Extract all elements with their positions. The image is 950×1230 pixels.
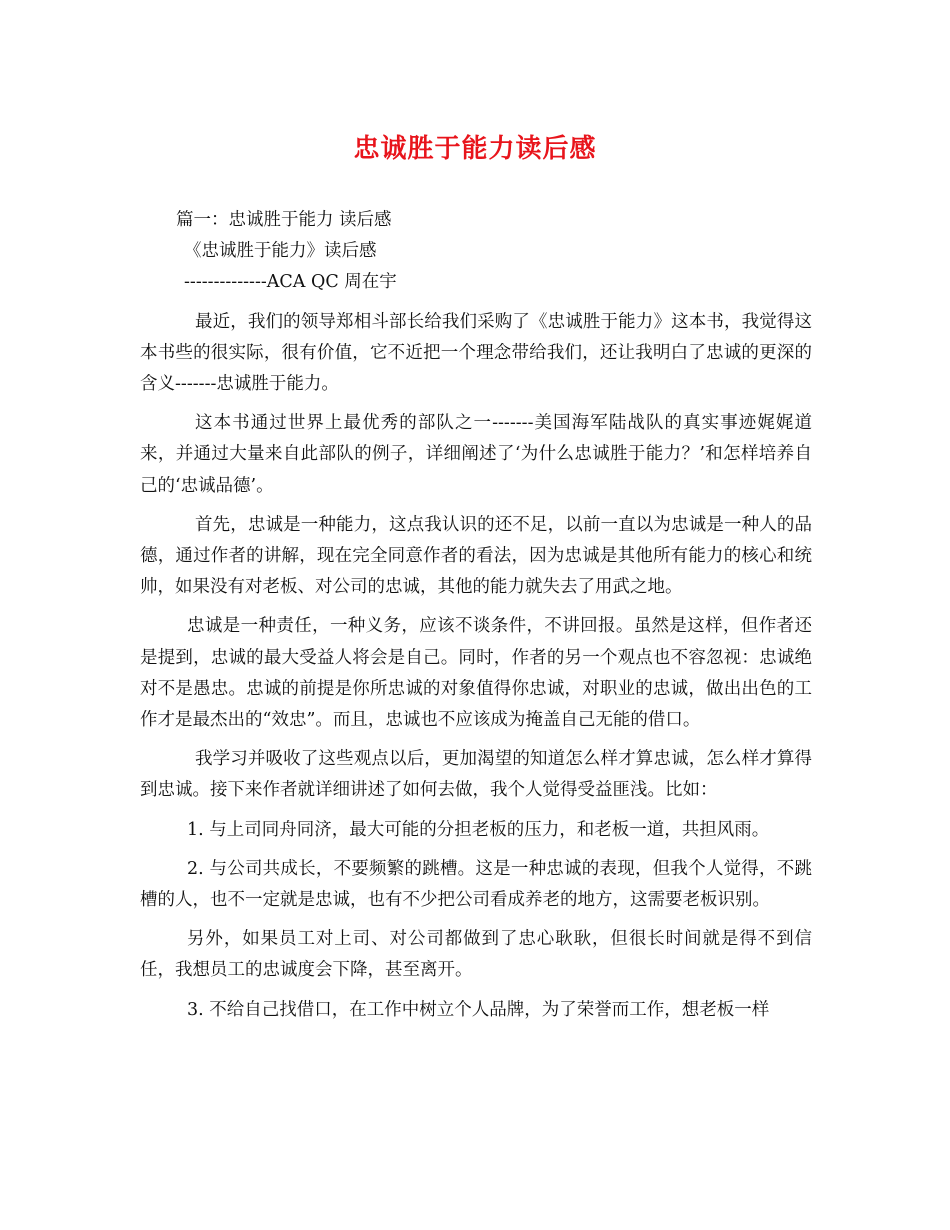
paragraph: 我学习并吸收了这些观点以后，更加渴望的知道怎么样才算忠诚，怎么样才算得到忠诚。接下来作者就详细讲述了如何去做，我个人觉得受益匪浅。比如： (140, 749, 812, 801)
paragraph: 最近，我们的领导郑相斗部长给我们采购了《忠诚胜于能力》这本书，我觉得这本书些的很实际，很有价值，它不近把一个理念带给我们，还让我明白了忠诚的更深的含义-------忠诚胜于能力。 (140, 311, 812, 395)
paragraph: 这本书通过世界上最优秀的部队之一-------美国海军陆战队的真实事迹娓娓道来，并通过大量来自此部队的例子，详细阐述了‘为什么忠诚胜于能力？’和怎样培养自己的‘忠诚品德’。 (140, 413, 812, 496)
paragraph: 另外，如果员工对上司、对公司都做到了忠心耿耿，但很长时间就是得不到信任，我想员工的忠诚度会下降，甚至离开。 (140, 929, 812, 981)
section-heading: 篇一：忠诚胜于能力 读后感 (176, 210, 392, 230)
book-title-line: 《忠诚胜于能力》读后感 (184, 241, 377, 262)
paragraph: 首先，忠诚是一种能力，这点我认识的还不足，以前一直以为忠诚是一种人的品德，通过作者的讲解，现在完全同意作者的看法，因为忠诚是其他所有能力的核心和统帅，如果没有对老板、对公司的忠诚，其他的能力就失去了用武之地。 (140, 514, 812, 598)
list-item: 2. 与公司共成长，不要频繁的跳槽。这是一种忠诚的表现，但我个人觉得，不跳槽的人，也不一定就是忠诚，也有不少把公司看成养老的地方，这需要老板识别。 (140, 858, 812, 911)
author-line: --------------ACA QC 周在宇 (184, 272, 397, 293)
list-item: 1. 与上司同舟同济，最大可能的分担老板的压力，和老板一道，共担风雨。 (187, 819, 770, 840)
document-title: 忠诚胜于能力读后感 (353, 134, 597, 164)
document-body (140, 205, 812, 1026)
paragraph: 忠诚是一种责任，一种义务，应该不谈条件，不讲回报。虽然是这样，但作者还是提到，忠诚的最大受益人将会是自己。同时，作者的另一个观点也不容忽视：忠诚绝对不是愚忠。忠诚的前提是你所忠诚的对象值得你忠诚，对职业的忠诚，做出出色的工作才是最杰出的“效忠”。而且，忠诚也不应该成为掩盖自己无能的借口。 (140, 616, 812, 731)
list-item: 3. 不给自己找借口，在工作中树立个人品牌，为了荣誉而工作，想老板一样 (187, 999, 770, 1020)
